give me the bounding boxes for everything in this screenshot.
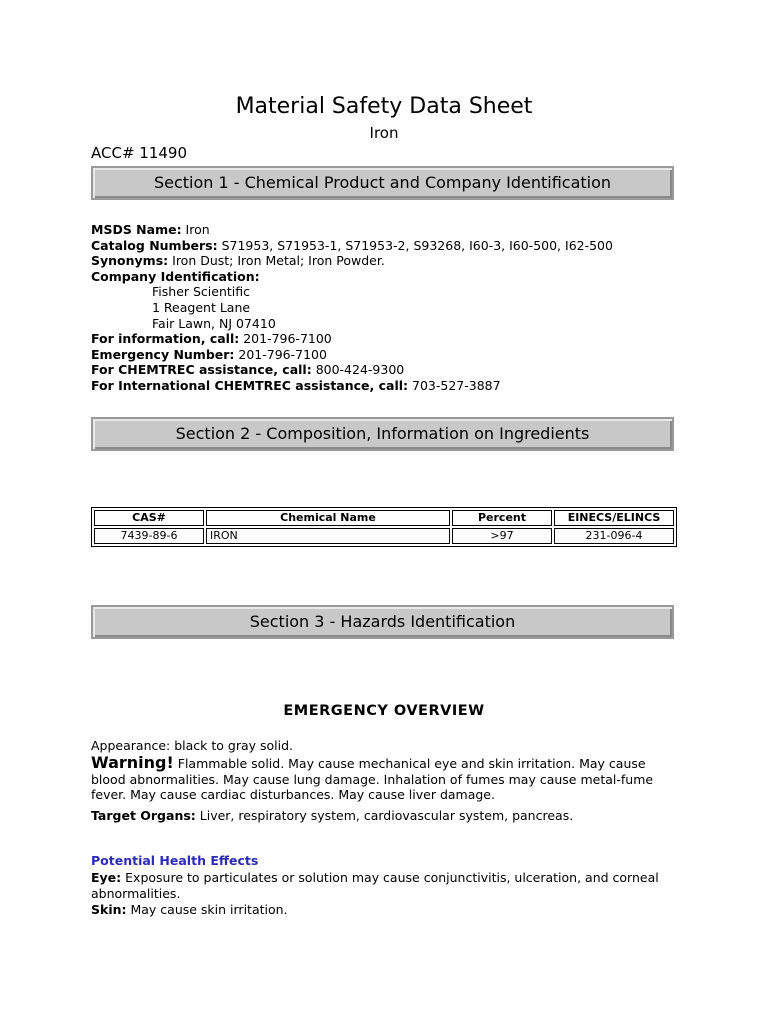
table-header-einecs: EINECS/ELINCS xyxy=(554,510,674,526)
company-street: 1 Reagent Lane xyxy=(152,299,251,315)
acc-number: ACC# 11490 xyxy=(91,144,187,162)
intl-chemtrec-label: For International CHEMTREC assistance, call: xyxy=(91,377,409,393)
synonyms-line xyxy=(91,253,691,269)
skin-paragraph xyxy=(91,902,676,918)
chemtrec-line xyxy=(91,362,691,378)
msds-name-line xyxy=(91,222,691,238)
document-subtitle: Iron xyxy=(369,124,399,142)
table-header-cas: CAS# xyxy=(94,510,204,526)
target-organs-label: Target Organs: xyxy=(91,808,196,823)
chemtrec-label: For CHEMTREC assistance, call: xyxy=(91,362,312,378)
info-value: 201-796-7100 xyxy=(239,331,332,347)
section-3-heading: Section 3 - Hazards Identification xyxy=(91,605,674,639)
info-label: For information, call: xyxy=(91,331,240,347)
synonyms-label: Synonyms: xyxy=(91,253,169,269)
msds-name-label: MSDS Name: xyxy=(91,222,182,237)
catalog-value: S71953, S71953-1, S71953-2, S93268, I60-3, I60-500, I62-500 xyxy=(217,237,613,253)
appearance-text: Appearance: black to gray solid. xyxy=(91,738,294,753)
skin-value: May cause skin irritation. xyxy=(126,902,288,917)
skin-label: Skin: xyxy=(91,902,127,917)
catalog-line xyxy=(91,238,691,254)
emergency-label: Emergency Number: xyxy=(91,346,235,362)
cell-percent: >97 xyxy=(452,528,552,544)
company-name: Fisher Scientific xyxy=(152,284,251,300)
section-1-heading: Section 1 - Chemical Product and Company Identification xyxy=(91,166,674,200)
target-organs-line xyxy=(91,808,676,824)
section-1-body xyxy=(91,222,691,394)
synonyms-value: Iron Dust; Iron Metal; Iron Powder. xyxy=(168,253,385,269)
company-city: Fair Lawn, NJ 07410 xyxy=(152,315,276,331)
eye-paragraph xyxy=(91,870,676,901)
chemtrec-value: 800-424-9300 xyxy=(311,362,405,378)
table-header-chemical-name: Chemical Name xyxy=(206,510,450,526)
eye-value: Exposure to particulates or solution may cause conjunctivitis, ulceration, and corneal abnormalities. xyxy=(91,870,659,901)
emergency-line xyxy=(91,347,691,363)
emergency-value: 201-796-7100 xyxy=(234,346,327,362)
eye-label: Eye: xyxy=(91,870,122,885)
catalog-label: Catalog Numbers: xyxy=(91,237,218,253)
info-line xyxy=(91,331,691,347)
ingredients-table xyxy=(91,507,677,547)
msds-name-value: Iron xyxy=(181,222,210,237)
table-row xyxy=(94,528,674,544)
warning-text: Flammable solid. May cause mechanical eye and skin irritation. May cause blood abnormalities. May cause lung damage. Inhalation of fumes may cause metal-fume fever. May cause cardiac disturbances. May cause liver damage. xyxy=(91,756,654,803)
company-label: Company Identification: xyxy=(91,268,260,284)
potential-health-effects-heading: Potential Health Effects xyxy=(91,853,259,868)
table-header-percent: Percent xyxy=(452,510,552,526)
target-organs-value: Liver, respiratory system, cardiovascular system, pancreas. xyxy=(195,808,574,823)
warning-word: Warning! xyxy=(91,753,174,772)
emergency-overview-heading: EMERGENCY OVERVIEW xyxy=(283,703,485,719)
cell-cas: 7439-89-6 xyxy=(94,528,204,544)
intl-chemtrec-line xyxy=(91,378,691,394)
cell-chemical-name: IRON xyxy=(206,528,450,544)
cell-einecs: 231-096-4 xyxy=(554,528,674,544)
section-2-heading: Section 2 - Composition, Information on Ingredients xyxy=(91,417,674,451)
table-header-row xyxy=(94,510,674,526)
intl-chemtrec-value: 703-527-3887 xyxy=(408,377,501,393)
warning-paragraph xyxy=(91,755,676,803)
document-title: Material Safety Data Sheet xyxy=(235,94,533,119)
